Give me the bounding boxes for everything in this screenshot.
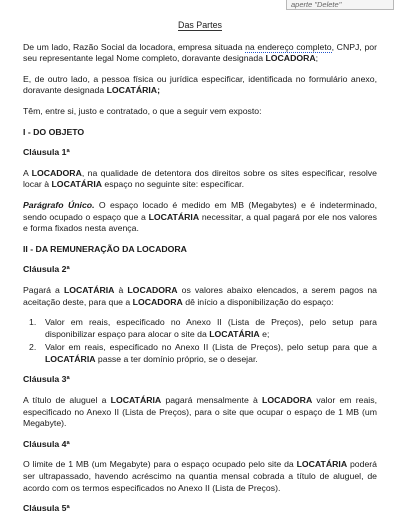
clause-2-text: Pagará a LOCATÁRIA à LOCADORA os valores abaixo elencados, a serem pagos na aceitação deste, para que a LOCADORA dê início a disponibilização do espaço:	[23, 284, 377, 307]
clause-1-text: A LOCADORA, na qualidade de detentora dos direitos sobre os sites especificar, resolve locar à LOCATÁRIA espaço no seguinte site: especificar.	[23, 167, 377, 190]
clause-3-title: Cláusula 3ª	[23, 374, 70, 385]
section-heading-remuneracao: II - DA REMUNERAÇÃO DA LOCADORA	[23, 243, 187, 254]
document-title: Das Partes	[178, 20, 222, 30]
paragrafo-unico: Parágrafo Único. O espaço locado é medido em MB (Megabytes) e é indeterminado, sendo ocupado o espaço que a LOCATÁRIA necessitar, a qual pagará por ele nos valores e forma fixados nesta avença.	[23, 199, 377, 234]
list-item: 2. Valor em reais, especificado no Anexo II (Lista de Preços), pelo setup para que a LOCATÁRIA passe a ter domínio próprio, se o desejar.	[29, 342, 377, 364]
clause-4-title: Cláusula 4ª	[23, 438, 70, 449]
clause-2-title: Cláusula 2ª	[23, 264, 70, 275]
clause-5-title: Cláusula 5ª	[23, 503, 70, 514]
clause-4-text: O limite de 1 MB (um Megabyte) para o espaço ocupado pelo site da LOCATÁRIA poderá ser ultrapassado, havendo acréscimo na quantia mensal cobrada a título de aluguel, de acordo com os termos especificados no Anexo II (Lista de Preços).	[23, 459, 378, 493]
list-item: 1. Valor em reais, especificado no Anexo II (Lista de Preços), pelo setup para disponibilizar espaço para alocar o site da LOCATÁRIA e;	[29, 317, 377, 339]
clause-3-text: A título de aluguel a LOCATÁRIA pagará mensalmente à LOCADORA valor em reais, especificado no Anexo II (Lista de Preços), para o site que ocupar o espaço de 1 MB (um Megabyte).	[23, 395, 377, 429]
delete-hint-note: aperte "Delete"	[286, 0, 394, 10]
spellcheck-highlight: na endereço completo	[245, 41, 332, 52]
section-heading-objeto: I - DO OBJETO	[23, 126, 85, 137]
parties-paragraph-3: Têm, entre si, justo e contratado, o que a seguir vem exposto:	[23, 105, 262, 116]
contract-document	[23, 20, 377, 524]
parties-paragraph-2: E, de outro lado, a pessoa física ou jurídica especificar, identificada no formulário anexo, doravante designada LOCATÁRIA;	[23, 73, 377, 96]
clause-1-title: Cláusula 1ª	[23, 147, 70, 158]
parties-paragraph-1: De um lado, Razão Social da locadora, empresa situada na endereço completo, CNPJ, por seu representante legal Nome completo, doravante designada LOCADORA;	[23, 41, 377, 64]
clause-2-list	[23, 317, 377, 365]
